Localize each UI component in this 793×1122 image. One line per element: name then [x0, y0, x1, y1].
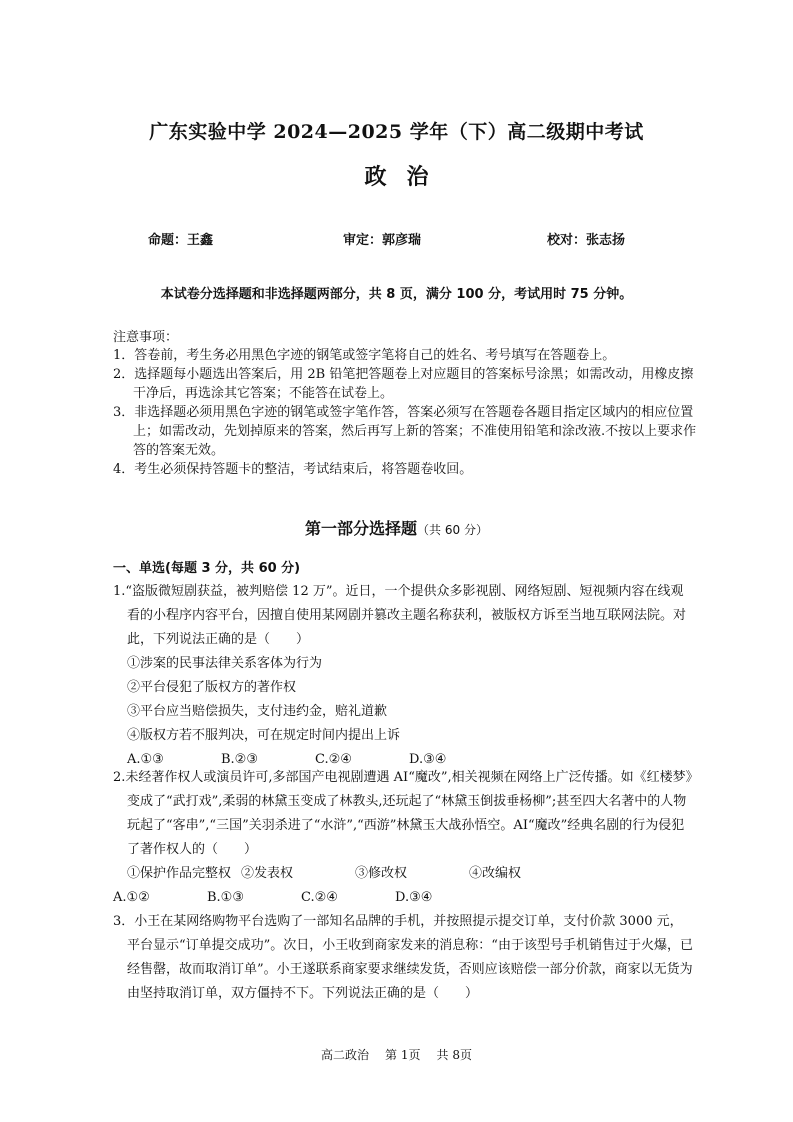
part-one-label: 第一部分选择题 — [305, 519, 418, 538]
question-stem: 2.未经著作权人或演员许可,多部国产电视剧遭遇 AI“魔改”,相关视频在网络上广泛传播。如《红楼梦》变成了“武打戏”,柔弱的林黛玉变成了林教头,还玩起了“林黛玉倒拔垂杨柳”;甚至四大名著中的人物玩起了“客串”,“三国”关羽杀进了“水浒”,“西游”林黛玉大战孙悟空。AI“魔改”经典名剧的行为侵犯了著作权人的（ ） — [113, 770, 693, 857]
exam-title: 广东实验中学 2024—2025 学年（下）高二级期中考试 — [149, 121, 644, 143]
reviewer-label: 审定：郭彦瑞 — [343, 233, 422, 248]
option-a: A.①② — [113, 890, 150, 905]
option-c: C.②④ — [315, 752, 352, 767]
exam-intro: 本试卷分选择题和非选择题两部分，共 8 页，满分 100 分，考试用时 75 分钟。 — [160, 287, 633, 302]
notice-item: 1．答卷前，考生务必用黑色字迹的钢笔或签字笔将自己的姓名、考号填写在答题卷上。 — [113, 348, 616, 363]
notice-item: 2．选择题每小题选出答案后，用 2B 铅笔把答题卷上对应题目的答案标号涂黑；如需改动，用橡皮擦干净后，再选涂其它答案；不能答在试卷上。 — [113, 367, 694, 401]
footer-subject: 高二政治 — [321, 1048, 370, 1062]
footer-total: 共 8页 — [436, 1048, 472, 1062]
statement: ②发表权 — [241, 866, 294, 881]
proofreader-label: 校对：张志扬 — [547, 233, 626, 248]
subject-title: 政治 — [364, 164, 449, 190]
question-1 — [113, 580, 688, 772]
question-stem: 1.“盗版微短剧获益，被判赔偿 12 万”。近日，一个提供众多影视剧、网络短剧、短视频内容在线观看的小程序内容平台，因擅自使用某网剧并篡改主题名称获利，被版权方诉至当地互联网法院。对此，下列说法正确的是（ ） — [113, 584, 687, 647]
option-b: B.①③ — [207, 890, 244, 905]
option-b: B.②③ — [221, 752, 258, 767]
option-d: D.③④ — [409, 752, 447, 767]
statement: ③平台应当赔偿损失，支付违约金，赔礼道歉 — [127, 704, 388, 719]
statement: ④版权方若不服判决，可在规定时间内提出上诉 — [127, 728, 401, 743]
statement: ②平台侵犯了版权方的著作权 — [127, 680, 297, 695]
part-one-title — [0, 516, 793, 539]
notice-list — [113, 346, 698, 479]
notice-item: 4．考生必须保持答题卡的整洁，考试结束后，将答题卷收回。 — [113, 462, 473, 477]
option-c: C.②④ — [301, 890, 338, 905]
part-one-score: （共 60 分） — [417, 523, 488, 537]
options-row — [113, 886, 693, 910]
page-footer — [0, 1046, 793, 1063]
author-label: 命题：王鑫 — [148, 233, 214, 248]
option-d: D.③④ — [395, 890, 433, 905]
statement: ①保护作品完整权 — [127, 866, 232, 881]
question-3 — [113, 910, 693, 1006]
section-heading: 一、单选(每题 3 分，共 60 分) — [113, 561, 301, 576]
question-stem: 3．小王在某网络购物平台选购了一部知名品牌的手机，并按照提示提交订单，支付价款 3000 元，平台显示“订单提交成功”。次日，小王收到商家发来的消息称：“由于该型号手机销售过于火爆，已经售罄，故而取消订单”。小王遂联系商家要求继续发货，否则应该赔偿一部分价款，商家以无货为由坚持取消订单，双方僵持不下。下列说法正确的是（ ） — [113, 914, 693, 1001]
statements-row — [113, 862, 693, 886]
statement: ④改编权 — [469, 866, 522, 881]
statement: ③修改权 — [355, 866, 408, 881]
notice-item: 3．非选择题必须用黑色字迹的钢笔或签字笔作答，答案必须写在答题卷各题目指定区域内的相应位置上；如需改动，先划掉原来的答案，然后再写上新的答案；不准使用铅笔和涂改液.不按以上要求作答的答案无效。 — [113, 405, 697, 458]
statement: ①涉案的民事法律关系客体为行为 — [127, 656, 323, 671]
notice-heading: 注意事项： — [113, 330, 179, 345]
option-a: A.①③ — [127, 752, 164, 767]
question-2 — [113, 766, 693, 910]
footer-page: 第 1页 — [385, 1048, 421, 1062]
